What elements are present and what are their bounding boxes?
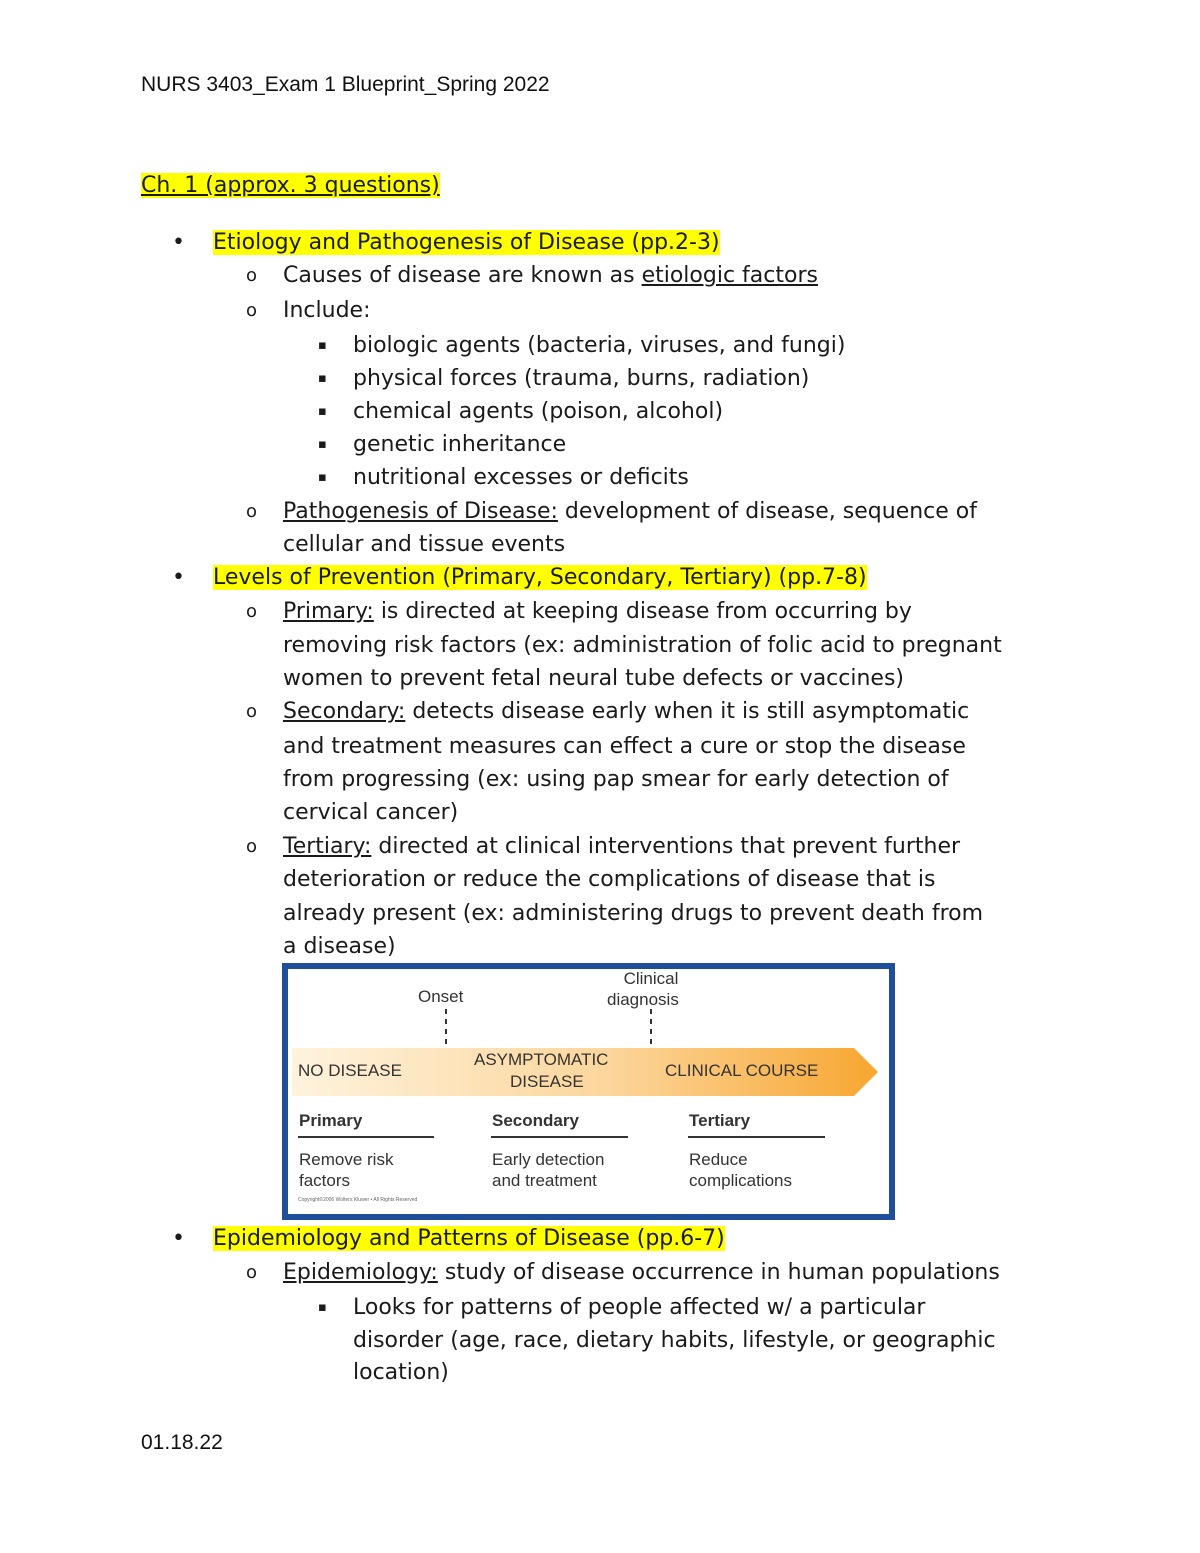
figure-primary-text-2: factors [299, 1171, 351, 1190]
diagnosis-label: diagnosis [607, 990, 679, 1009]
figure-primary-heading: Primary [299, 1111, 363, 1130]
chapter-heading [141, 169, 440, 203]
figure-secondary-text-2: and treatment [492, 1171, 597, 1190]
square-bullet-marker: ▪ [318, 470, 327, 485]
bullet-marker: • [172, 1226, 185, 1251]
tertiary-text: directed at clinical interventions that prevent further [371, 834, 961, 859]
section-title-text: Etiology and Pathogenesis of Disease (pp.2-3) [213, 230, 720, 255]
tertiary-line-3: already present (ex: administering drugs to prevent death from [283, 901, 984, 926]
primary-line-2: removing risk factors (ex: administration of folic acid to pregnant [283, 633, 1002, 658]
prevention-levels-figure [282, 963, 895, 1220]
secondary-line-4: cervical cancer) [283, 800, 459, 825]
causes-line [283, 259, 818, 293]
primary-line [283, 595, 912, 629]
include-line: Include: [283, 298, 371, 323]
figure-tertiary-heading: Tertiary [689, 1111, 751, 1130]
bullet-marker: • [172, 565, 185, 590]
sub-bullet-marker: o [246, 265, 258, 286]
pathogenesis-line-2: cellular and tissue events [283, 532, 566, 557]
page-header: NURS 3403_Exam 1 Blueprint_Spring 2022 [141, 73, 550, 96]
bullet-marker: • [172, 230, 185, 255]
primary-text: is directed at keeping disease from occurring by [373, 599, 912, 624]
epidemiology-text: study of disease occurrence in human populations [437, 1260, 1000, 1285]
chapter-title: Ch. 1 (approx. 3 questions) [141, 173, 440, 198]
page-footer: 01.18.22 [141, 1431, 223, 1454]
secondary-line-3: from progressing (ex: using pap smear for early detection of [283, 767, 949, 792]
patterns-line-3: location) [353, 1360, 449, 1385]
factor-item: nutritional excesses or deficits [353, 465, 689, 490]
figure-primary-text-1: Remove risk [299, 1150, 394, 1169]
pathogenesis-term: Pathogenesis of Disease: [283, 499, 558, 524]
square-bullet-marker: ▪ [318, 404, 327, 419]
secondary-line [283, 695, 969, 729]
sub-bullet-marker: o [246, 701, 258, 722]
pathogenesis-line [283, 495, 977, 529]
tertiary-line [283, 830, 960, 864]
section-title-text: Levels of Prevention (Primary, Secondary, Tertiary) (pp.7-8) [213, 565, 867, 590]
sub-bullet-marker: o [246, 1262, 258, 1283]
figure-copyright: Copyright©2006 Wolters Kluwer • All Rights Reserved [298, 1197, 418, 1203]
tertiary-term: Tertiary: [283, 834, 372, 859]
section-etiology-title [213, 226, 720, 260]
epidemiology-term: Epidemiology: [283, 1260, 438, 1285]
patterns-line-2: disorder (age, race, dietary habits, lifestyle, or geographic [353, 1328, 996, 1353]
pathogenesis-text: development of disease, sequence of [557, 499, 978, 524]
primary-term: Primary: [283, 599, 374, 624]
square-bullet-marker: ▪ [318, 338, 327, 353]
section-title-text: Epidemiology and Patterns of Disease (pp.6-7) [213, 1226, 725, 1251]
disease-label: DISEASE [510, 1072, 584, 1091]
square-bullet-marker: ▪ [318, 1300, 327, 1315]
asymptomatic-label: ASYMPTOMATIC [474, 1050, 609, 1069]
factor-item: chemical agents (poison, alcohol) [353, 399, 724, 424]
factor-item: physical forces (trauma, burns, radiation) [353, 366, 810, 391]
sub-bullet-marker: o [246, 836, 258, 857]
primary-line-3: women to prevent fetal neural tube defects or vaccines) [283, 666, 905, 691]
etiologic-factors-term: etiologic factors [641, 263, 818, 288]
factor-item: genetic inheritance [353, 432, 567, 457]
no-disease-label: NO DISEASE [298, 1061, 402, 1080]
factor-item: biologic agents (bacteria, viruses, and fungi) [353, 333, 846, 358]
figure-tertiary-text-1: Reduce [689, 1150, 748, 1169]
tertiary-line-2: deterioration or reduce the complications of disease that is [283, 867, 936, 892]
causes-text: Causes of disease are known as [283, 263, 642, 288]
tertiary-line-4: a disease) [283, 934, 396, 959]
figure-tertiary-text-2: complications [689, 1171, 792, 1190]
secondary-term: Secondary: [283, 699, 406, 724]
figure-secondary-text-1: Early detection [492, 1150, 605, 1169]
sub-bullet-marker: o [246, 501, 258, 522]
section-epidemiology-title [213, 1222, 725, 1256]
epidemiology-line [283, 1256, 1000, 1290]
square-bullet-marker: ▪ [318, 437, 327, 452]
secondary-text: detects disease early when it is still asymptomatic [405, 699, 970, 724]
sub-bullet-marker: o [246, 601, 258, 622]
section-prevention-title [213, 561, 867, 595]
figure-canvas [288, 969, 889, 1214]
clinical-course-label: CLINICAL COURSE [665, 1061, 819, 1080]
sub-bullet-marker: o [246, 300, 258, 321]
secondary-line-2: and treatment measures can effect a cure or stop the disease [283, 734, 966, 759]
square-bullet-marker: ▪ [318, 371, 327, 386]
figure-secondary-heading: Secondary [492, 1111, 579, 1130]
onset-label: Onset [418, 987, 464, 1006]
patterns-line-1: Looks for patterns of people affected w/ a particular [353, 1295, 926, 1320]
clinical-label: Clinical [623, 969, 679, 988]
